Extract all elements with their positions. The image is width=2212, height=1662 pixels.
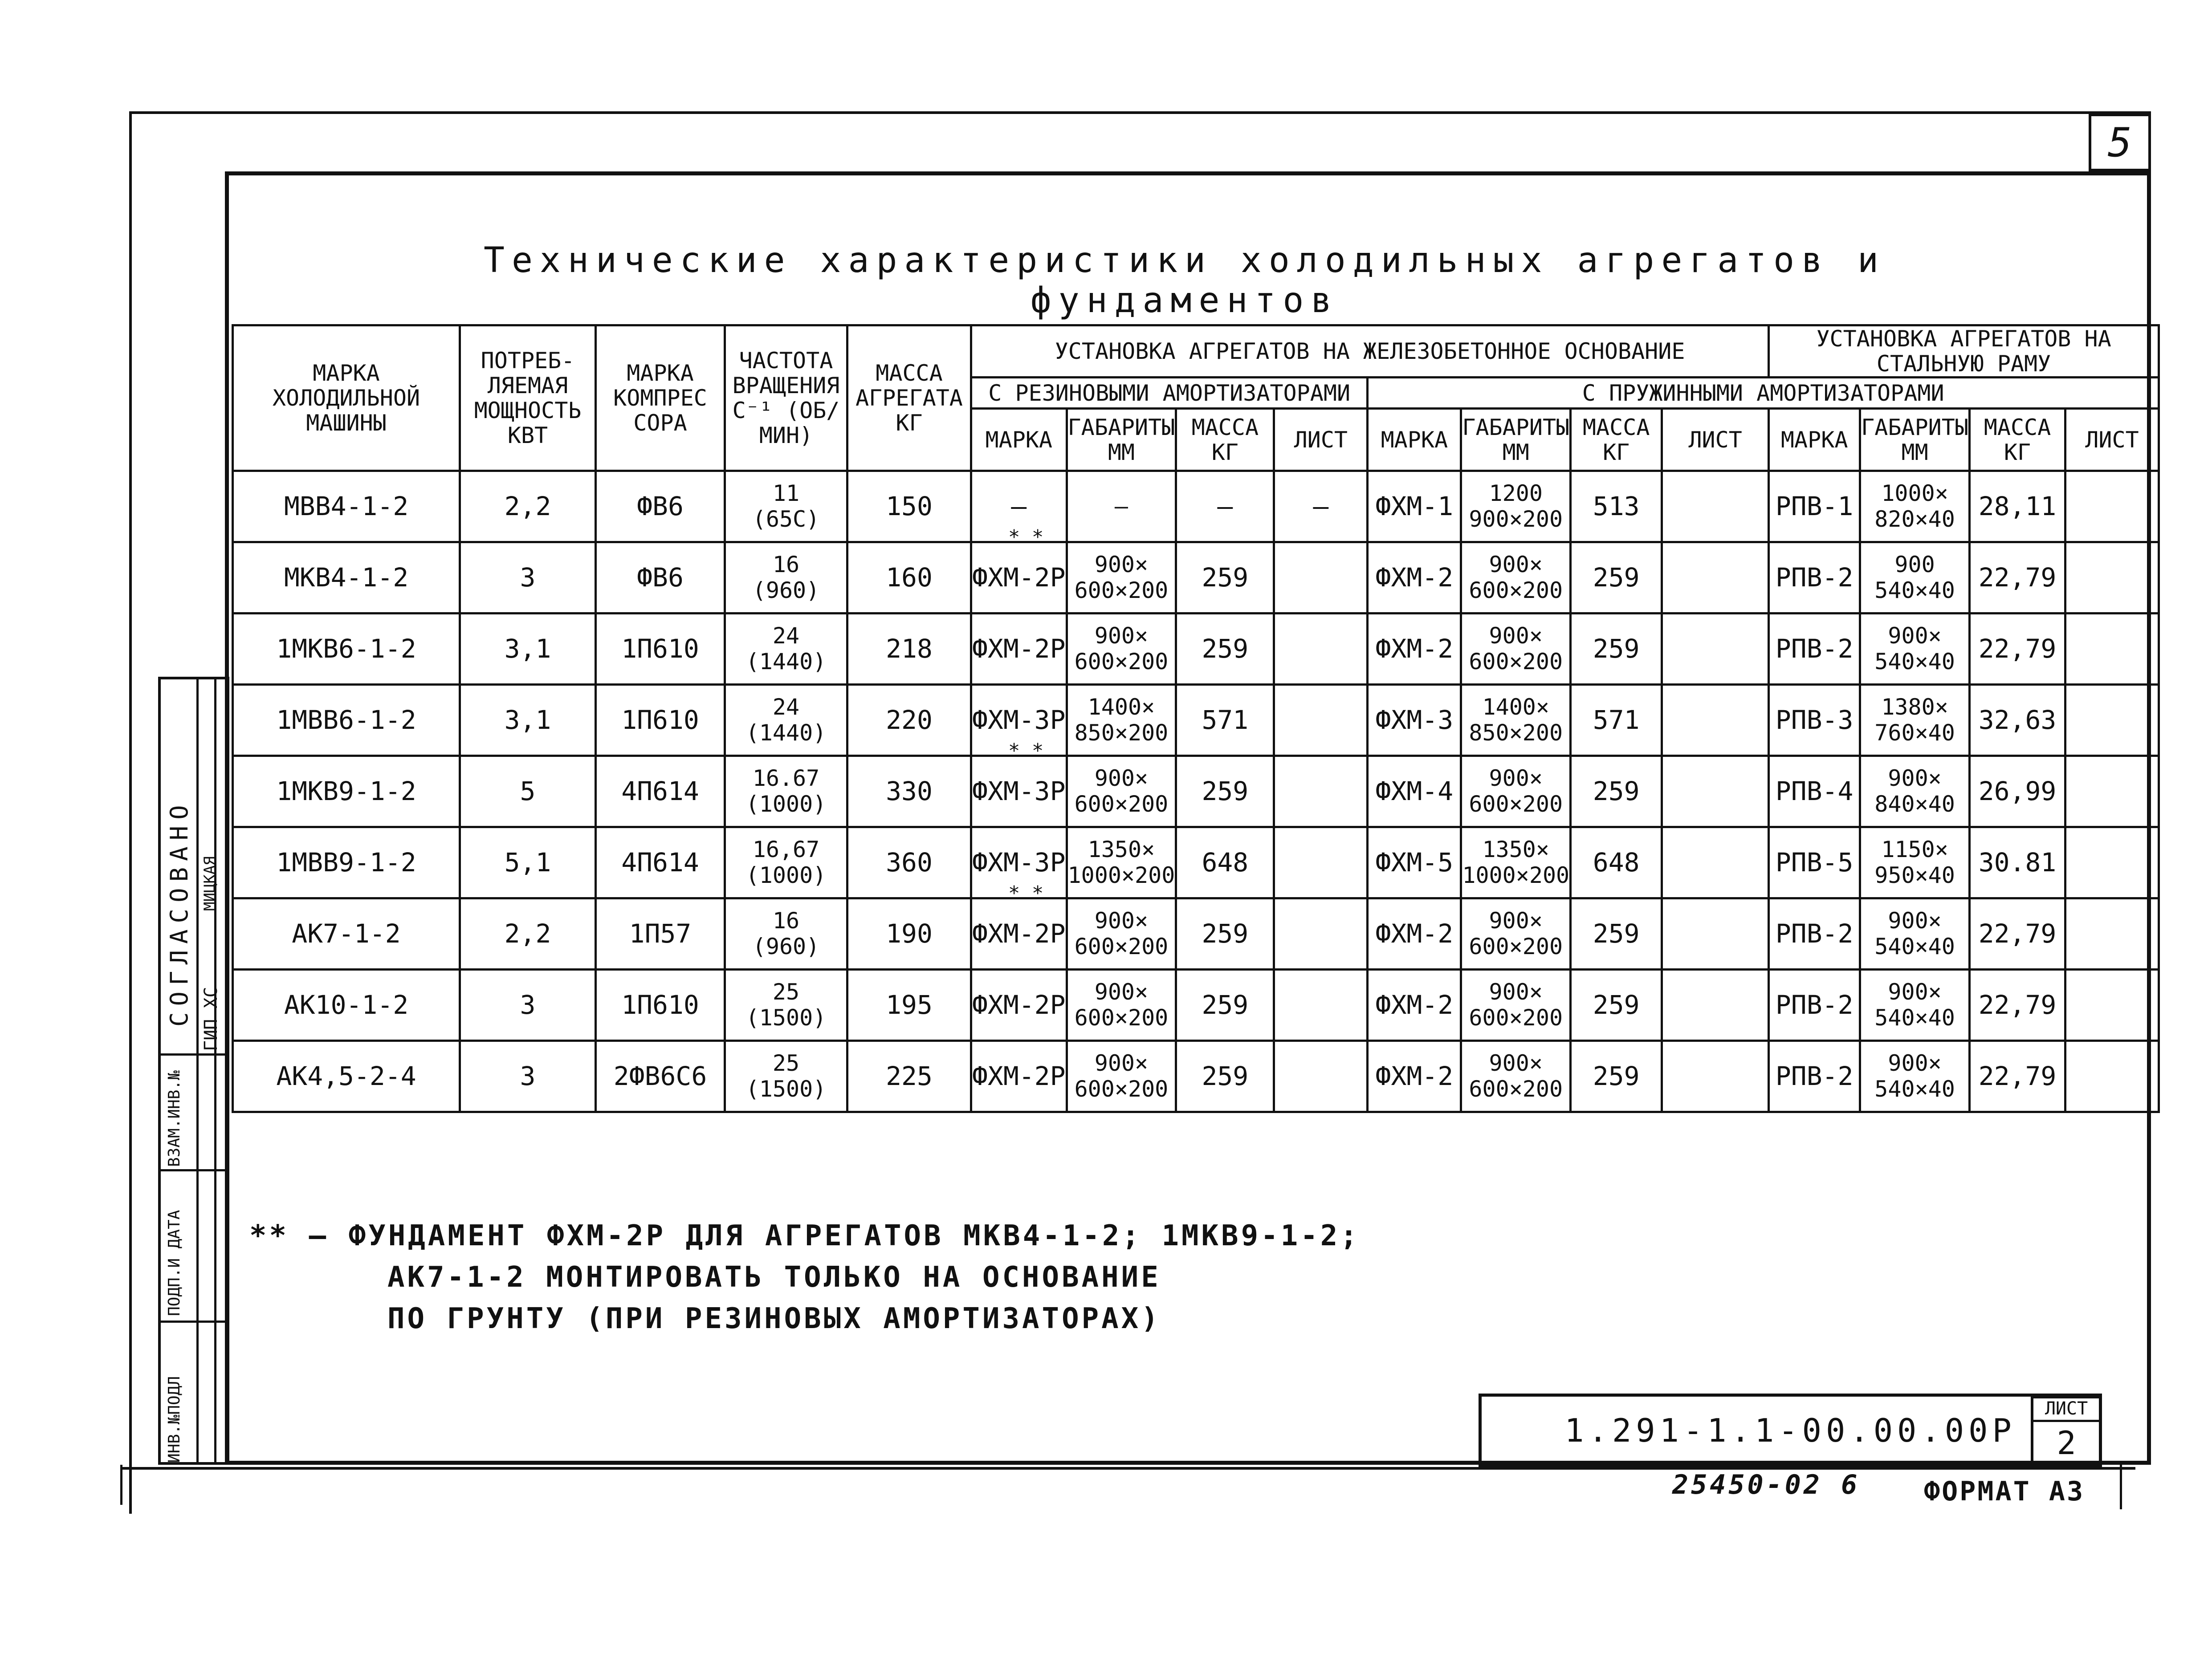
cell-line: 600×200 — [1074, 1076, 1169, 1102]
cell-line: 900× — [1888, 623, 1942, 649]
frame-sheet-cell — [2065, 827, 2159, 898]
cell-line: — — [1114, 493, 1128, 519]
cell-line: 1350× — [1482, 837, 1550, 862]
spring-brand-cell: ФХМ-2 — [1368, 898, 1461, 970]
compressor-cell: ФВ6 — [596, 542, 725, 614]
machine-cell: АК7-1-2 — [233, 898, 460, 970]
page-title: Технические характеристики холодильных агрегатов и фундаментов — [484, 240, 1886, 321]
spring-mass-cell: 259 — [1571, 756, 1662, 827]
sub-sheet: ЛИСТ — [1274, 409, 1368, 471]
machine-cell: 1МВВ9-1-2 — [233, 827, 460, 898]
frame-mass-cell: 22,79 — [1970, 542, 2065, 614]
frame-brand-cell: РПВ-1 — [1769, 471, 1860, 542]
frequency-cell — [725, 827, 847, 898]
rubber-brand-cell: — — [971, 471, 1067, 542]
cell-line: 900× — [1489, 979, 1543, 1005]
footnote — [249, 1215, 1360, 1339]
cell-line: 600×200 — [1469, 933, 1563, 959]
rubber-brand-cell: ФХМ-2Р — [971, 1041, 1067, 1112]
frame-brand-cell: РПВ-3 — [1769, 685, 1860, 756]
frame-brand-cell: РПВ-2 — [1769, 614, 1860, 685]
machine-cell: 1МВВ6-1-2 — [233, 685, 460, 756]
spring-dims-cell — [1461, 614, 1571, 685]
cell-line: 1350× — [1088, 837, 1155, 862]
frame-mass-cell: 30.81 — [1970, 827, 2065, 898]
cell-line: 850×200 — [1074, 719, 1169, 746]
frame-dims-cell — [1860, 970, 1970, 1041]
sub-mass: МАССА КГ — [1571, 409, 1662, 471]
cell-line: 16 — [772, 552, 800, 577]
rubber-mass-cell: 571 — [1176, 685, 1274, 756]
table-row — [233, 970, 2159, 1041]
specs-table — [232, 324, 2160, 1113]
rubber-brand-cell: ФХМ-2Р — [971, 970, 1067, 1041]
archive-code: 25450-02 6 — [1672, 1469, 1860, 1500]
table-row — [233, 898, 2159, 970]
cell-line: 600×200 — [1074, 1004, 1169, 1031]
power-cell: 5,1 — [460, 827, 596, 898]
cell-line: 1380× — [1881, 694, 1948, 720]
machine-cell: АК10-1-2 — [233, 970, 460, 1041]
frequency-cell — [725, 898, 847, 970]
cell-line: 900×200 — [1469, 506, 1563, 532]
cell-line: (1440) — [745, 719, 827, 746]
cell-line: 1200 — [1489, 480, 1543, 506]
cell-line: 1000×200 — [1462, 862, 1570, 888]
cell-line: 900× — [1489, 765, 1543, 791]
cell-line: 1000× — [1881, 480, 1948, 506]
rubber-mass-cell: 259 — [1176, 970, 1274, 1041]
spring-sheet-cell — [1662, 1041, 1769, 1112]
cell-line: 900× — [1489, 908, 1543, 934]
compressor-cell: 1П610 — [596, 685, 725, 756]
footnote-line-1: ** — ФУНДАМЕНТ ФХМ-2Р ДЛЯ АГРЕГАТОВ МКВ4-1-2; 1МКВ9-1-2; — [249, 1219, 1360, 1252]
sheet-box — [2031, 1396, 2102, 1465]
spring-sheet-cell — [1662, 614, 1769, 685]
frame-mass-cell: 22,79 — [1970, 970, 2065, 1041]
cell-line: 540×40 — [1874, 648, 1955, 675]
cell-line: 900× — [1888, 908, 1942, 934]
cell-line: 1000×200 — [1067, 862, 1175, 888]
frame-mass-cell: 22,79 — [1970, 614, 2065, 685]
sign-date-label: ПОДП.И ДАТА — [165, 1210, 183, 1316]
rubber-sheet-cell — [1274, 827, 1368, 898]
cell-line: 24 — [772, 623, 800, 649]
spring-brand-cell: ФХМ-2 — [1368, 542, 1461, 614]
compressor-cell: 1П610 — [596, 970, 725, 1041]
frame-sheet-cell — [2065, 756, 2159, 827]
header-steel-frame: УСТАНОВКА АГРЕГАТОВ НА СТАЛЬНУЮ РАМУ — [1769, 325, 2159, 378]
rubber-dims-cell — [1067, 685, 1176, 756]
frame-brand-cell: РПВ-2 — [1769, 898, 1860, 970]
cell-line: 900× — [1094, 908, 1149, 934]
sub-brand: МАРКА — [971, 409, 1067, 471]
frequency-cell — [725, 471, 847, 542]
spring-mass-cell: 259 — [1571, 1041, 1662, 1112]
cell-line: 900× — [1094, 552, 1149, 577]
table-row — [233, 471, 2159, 542]
cell-line: 540×40 — [1874, 1004, 1955, 1031]
frame-mass-cell: 22,79 — [1970, 898, 2065, 970]
cell-line: 950×40 — [1874, 862, 1955, 888]
cell-line: 24 — [772, 694, 800, 720]
rubber-dims-cell — [1067, 542, 1176, 614]
sheet-corner-number: 5 — [2089, 114, 2151, 171]
cell-line: (1000) — [745, 791, 827, 817]
frequency-cell — [725, 685, 847, 756]
cell-line: (960) — [752, 933, 820, 959]
cell-line: 540×40 — [1874, 577, 1955, 603]
frame-brand-cell: РПВ-2 — [1769, 970, 1860, 1041]
cell-line: 600×200 — [1074, 577, 1169, 603]
header-power: ПОТРЕБ-ЛЯЕМАЯ МОЩНОСТЬ КВТ — [460, 325, 596, 471]
table-row — [233, 756, 2159, 827]
frequency-cell — [725, 614, 847, 685]
frame-sheet-cell — [2065, 614, 2159, 685]
cell-line: 600×200 — [1469, 791, 1563, 817]
table-row — [233, 827, 2159, 898]
mass-cell: 225 — [847, 1041, 971, 1112]
rubber-sheet-cell — [1274, 970, 1368, 1041]
frame-mass-cell: 22,79 — [1970, 1041, 2065, 1112]
compressor-cell: 4П614 — [596, 827, 725, 898]
rubber-mass-cell: — — [1176, 471, 1274, 542]
power-cell: 3 — [460, 970, 596, 1041]
cell-line: 850×200 — [1469, 719, 1563, 746]
machine-cell: 1МКВ6-1-2 — [233, 614, 460, 685]
cell-line: 16,67 — [752, 837, 820, 862]
side-approval-stamp — [158, 677, 229, 1465]
rubber-sheet-cell — [1274, 614, 1368, 685]
mass-cell: 330 — [847, 756, 971, 827]
frame-mass-cell: 32,63 — [1970, 685, 2065, 756]
cell-line: 600×200 — [1469, 648, 1563, 675]
sub-brand: МАРКА — [1368, 409, 1461, 471]
power-cell: 5 — [460, 756, 596, 827]
mass-cell: 150 — [847, 471, 971, 542]
mass-cell: 160 — [847, 542, 971, 614]
header-machine-brand: МАРКА ХОЛОДИЛЬНОЙ МАШИНЫ — [233, 325, 460, 471]
spring-brand-cell: ФХМ-5 — [1368, 827, 1461, 898]
cell-line: (65С) — [752, 506, 820, 532]
rubber-brand-cell: ФХМ-2Р — [971, 614, 1067, 685]
cell-line: 600×200 — [1469, 1004, 1563, 1031]
power-cell: 3,1 — [460, 614, 596, 685]
spring-sheet-cell — [1662, 685, 1769, 756]
machine-cell: 1МКВ9-1-2 — [233, 756, 460, 827]
spring-mass-cell: 513 — [1571, 471, 1662, 542]
cell-line: 900× — [1888, 1050, 1942, 1076]
power-cell: 3,1 — [460, 685, 596, 756]
footnote-line-3: ПО ГРУНТУ (ПРИ РЕЗИНОВЫХ АМОРТИЗАТОРАХ) — [387, 1302, 1161, 1335]
agreed-label: СОГЛАСОВАНО — [165, 799, 193, 1027]
frame-dims-cell — [1860, 756, 1970, 827]
compressor-cell: 4П614 — [596, 756, 725, 827]
power-cell: 2,2 — [460, 471, 596, 542]
cell-line: 900× — [1489, 1050, 1543, 1076]
rubber-sheet-cell: — — [1274, 471, 1368, 542]
rubber-sheet-cell — [1274, 685, 1368, 756]
spring-dims-cell — [1461, 756, 1571, 827]
sub-mass: МАССА КГ — [1176, 409, 1274, 471]
frame-brand-cell: РПВ-4 — [1769, 756, 1860, 827]
cell-line: 900× — [1094, 623, 1149, 649]
rubber-brand-cell: ФХМ-3Р — [971, 685, 1067, 756]
cell-line: (1500) — [745, 1004, 827, 1031]
cell-line: 25 — [772, 1050, 800, 1076]
rubber-mass-cell: 259 — [1176, 1041, 1274, 1112]
cell-line: 540×40 — [1874, 933, 1955, 959]
rubber-brand-cell: * * ФХМ-2Р — [971, 542, 1067, 614]
spring-dims-cell — [1461, 542, 1571, 614]
cell-line: 600×200 — [1074, 933, 1169, 959]
rubber-dims-cell — [1067, 970, 1176, 1041]
machine-cell: МКВ4-1-2 — [233, 542, 460, 614]
compressor-cell: 2ФВ6С6 — [596, 1041, 725, 1112]
rubber-dims-cell — [1067, 471, 1176, 542]
frame-dims-cell — [1860, 1041, 1970, 1112]
header-spring: С ПРУЖИННЫМИ АМОРТИЗАТОРАМИ — [1368, 378, 2159, 409]
cell-line: 760×40 — [1874, 719, 1955, 746]
sub-dims: ГАБАРИТЫ ММ — [1461, 409, 1571, 471]
spring-brand-cell: ФХМ-4 — [1368, 756, 1461, 827]
rubber-dims-cell — [1067, 898, 1176, 970]
frame-dims-cell — [1860, 685, 1970, 756]
trim-mark-left — [120, 1465, 122, 1505]
spring-brand-cell: ФХМ-3 — [1368, 685, 1461, 756]
spring-brand-cell: ФХМ-2 — [1368, 1041, 1461, 1112]
machine-cell: АК4,5-2-4 — [233, 1041, 460, 1112]
spring-sheet-cell — [1662, 898, 1769, 970]
frame-dims-cell — [1860, 471, 1970, 542]
cell-line: (1000) — [745, 862, 827, 888]
table-row — [233, 685, 2159, 756]
rubber-brand-cell: * * ФХМ-3Р — [971, 756, 1067, 827]
sub-mass: МАССА КГ — [1970, 409, 2065, 471]
cell-line: 1150× — [1881, 837, 1948, 862]
spring-sheet-cell — [1662, 756, 1769, 827]
spring-mass-cell: 259 — [1571, 970, 1662, 1041]
cell-line: 820×40 — [1874, 506, 1955, 532]
spring-sheet-cell — [1662, 970, 1769, 1041]
spring-brand-cell: ФХМ-2 — [1368, 614, 1461, 685]
frame-dims-cell — [1860, 614, 1970, 685]
sub-brand: МАРКА — [1769, 409, 1860, 471]
rubber-dims-cell — [1067, 827, 1176, 898]
cell-line: 540×40 — [1874, 1076, 1955, 1102]
spring-dims-cell — [1461, 898, 1571, 970]
outer-frame-top — [129, 111, 2151, 114]
rubber-brand-cell: ФХМ-3Р — [971, 827, 1067, 898]
spring-dims-cell — [1461, 471, 1571, 542]
inv-original-label: ИНВ.№ПОДЛ — [165, 1376, 183, 1463]
outer-frame-left — [129, 111, 132, 1514]
spring-mass-cell: 259 — [1571, 542, 1662, 614]
header-concrete-base: УСТАНОВКА АГРЕГАТОВ НА ЖЕЛЕЗОБЕТОННОЕ ОСНОВАНИЕ — [971, 325, 1769, 378]
cell-line: 25 — [772, 979, 800, 1005]
cell-line: 600×200 — [1074, 648, 1169, 675]
mass-cell: 360 — [847, 827, 971, 898]
rubber-mass-cell: 648 — [1176, 827, 1274, 898]
frame-dims-cell — [1860, 542, 1970, 614]
sub-sheet: ЛИСТ — [2065, 409, 2159, 471]
rubber-sheet-cell — [1274, 756, 1368, 827]
spring-mass-cell: 259 — [1571, 898, 1662, 970]
cell-line: 900× — [1888, 765, 1942, 791]
power-cell: 2,2 — [460, 898, 596, 970]
document-code: 1.291-1.1-00.00.00Р — [1479, 1394, 2102, 1467]
compressor-cell: 1П57 — [596, 898, 725, 970]
cell-line: 600×200 — [1469, 1076, 1563, 1102]
agreed-role: ГИП ХС — [201, 987, 221, 1051]
frame-mass-cell: 26,99 — [1970, 756, 2065, 827]
cell-line: 16 — [772, 908, 800, 934]
inv-replace-label: ВЗАМ.ИНВ.№ — [165, 1070, 183, 1167]
spring-dims-cell — [1461, 970, 1571, 1041]
rubber-dims-cell — [1067, 1041, 1176, 1112]
cell-line: 1400× — [1088, 694, 1155, 720]
cell-line: 900× — [1094, 765, 1149, 791]
frame-brand-cell: РПВ-2 — [1769, 542, 1860, 614]
spring-sheet-cell — [1662, 827, 1769, 898]
agreed-name: МИЦКАЯ — [201, 856, 219, 911]
spring-sheet-cell — [1662, 542, 1769, 614]
cell-line: 900 — [1894, 552, 1935, 577]
footnote-line-2: АК7-1-2 МОНТИРОВАТЬ ТОЛЬКО НА ОСНОВАНИЕ — [387, 1260, 1161, 1294]
mass-cell: 218 — [847, 614, 971, 685]
compressor-cell: 1П610 — [596, 614, 725, 685]
frequency-cell — [725, 542, 847, 614]
power-cell: 3 — [460, 542, 596, 614]
header-mass: МАССА АГРЕГАТА КГ — [847, 325, 971, 471]
frame-sheet-cell — [2065, 898, 2159, 970]
cell-line: 900× — [1094, 1050, 1149, 1076]
spring-dims-cell — [1461, 1041, 1571, 1112]
spring-brand-cell: ФХМ-2 — [1368, 970, 1461, 1041]
frame-sheet-cell — [2065, 685, 2159, 756]
sub-dims: ГАБАРИТЫ ММ — [1067, 409, 1176, 471]
rubber-sheet-cell — [1274, 1041, 1368, 1112]
rubber-dims-cell — [1067, 756, 1176, 827]
cell-line: 11 — [772, 480, 800, 506]
frame-sheet-cell — [2065, 542, 2159, 614]
header-frequency: ЧАСТОТА ВРАЩЕНИЯ С⁻¹ (ОБ/МИН) — [725, 325, 847, 471]
header-rubber: С РЕЗИНОВЫМИ АМОРТИЗАТОРАМИ — [971, 378, 1368, 409]
power-cell: 3 — [460, 1041, 596, 1112]
frame-sheet-cell — [2065, 970, 2159, 1041]
cell-line: 900× — [1489, 552, 1543, 577]
cell-line: 900× — [1094, 979, 1149, 1005]
sub-dims: ГАБАРИТЫ ММ — [1860, 409, 1970, 471]
cell-line: 600×200 — [1074, 791, 1169, 817]
spring-mass-cell: 648 — [1571, 827, 1662, 898]
rubber-mass-cell: 259 — [1176, 756, 1274, 827]
frame-sheet-cell — [2065, 1041, 2159, 1112]
cell-line: 600×200 — [1469, 577, 1563, 603]
frame-mass-cell: 28,11 — [1970, 471, 2065, 542]
frame-brand-cell: РПВ-5 — [1769, 827, 1860, 898]
trim-mark-right — [2120, 1465, 2122, 1509]
compressor-cell: ФВ6 — [596, 471, 725, 542]
rubber-mass-cell: 259 — [1176, 614, 1274, 685]
header-compressor: МАРКА КОМПРЕС СОРА — [596, 325, 725, 471]
spring-dims-cell — [1461, 685, 1571, 756]
spring-mass-cell: 259 — [1571, 614, 1662, 685]
frame-dims-cell — [1860, 898, 1970, 970]
spring-sheet-cell — [1662, 471, 1769, 542]
table-row — [233, 542, 2159, 614]
frequency-cell — [725, 1041, 847, 1112]
mass-cell: 220 — [847, 685, 971, 756]
cell-line: (1500) — [745, 1076, 827, 1102]
spring-mass-cell: 571 — [1571, 685, 1662, 756]
sheet-number: 2 — [2057, 1424, 2076, 1462]
frame-brand-cell: РПВ-2 — [1769, 1041, 1860, 1112]
rubber-sheet-cell — [1274, 542, 1368, 614]
table-row — [233, 1041, 2159, 1112]
frame-sheet-cell — [2065, 471, 2159, 542]
table-row — [233, 614, 2159, 685]
cell-line: (960) — [752, 577, 820, 603]
rubber-mass-cell: 259 — [1176, 898, 1274, 970]
sheet-label: ЛИСТ — [2033, 1398, 2099, 1422]
mass-cell: 195 — [847, 970, 971, 1041]
frame-dims-cell — [1860, 827, 1970, 898]
rubber-brand-cell: * * ФХМ-2Р — [971, 898, 1067, 970]
cell-line: (1440) — [745, 648, 827, 675]
mass-cell: 190 — [847, 898, 971, 970]
cell-line: 900× — [1489, 623, 1543, 649]
table-body — [233, 471, 2159, 1112]
rubber-sheet-cell — [1274, 898, 1368, 970]
frequency-cell — [725, 970, 847, 1041]
frequency-cell — [725, 756, 847, 827]
spring-brand-cell: ФХМ-1 — [1368, 471, 1461, 542]
cell-line: 1400× — [1482, 694, 1550, 720]
sub-sheet: ЛИСТ — [1662, 409, 1769, 471]
cell-line: 16.67 — [752, 765, 820, 791]
spring-dims-cell — [1461, 827, 1571, 898]
rubber-mass-cell: 259 — [1176, 542, 1274, 614]
cell-line: 900× — [1888, 979, 1942, 1005]
machine-cell: МВВ4-1-2 — [233, 471, 460, 542]
paper-format: ФОРМАТ А3 — [1924, 1476, 2085, 1507]
cell-line: 840×40 — [1874, 791, 1955, 817]
rubber-dims-cell — [1067, 614, 1176, 685]
